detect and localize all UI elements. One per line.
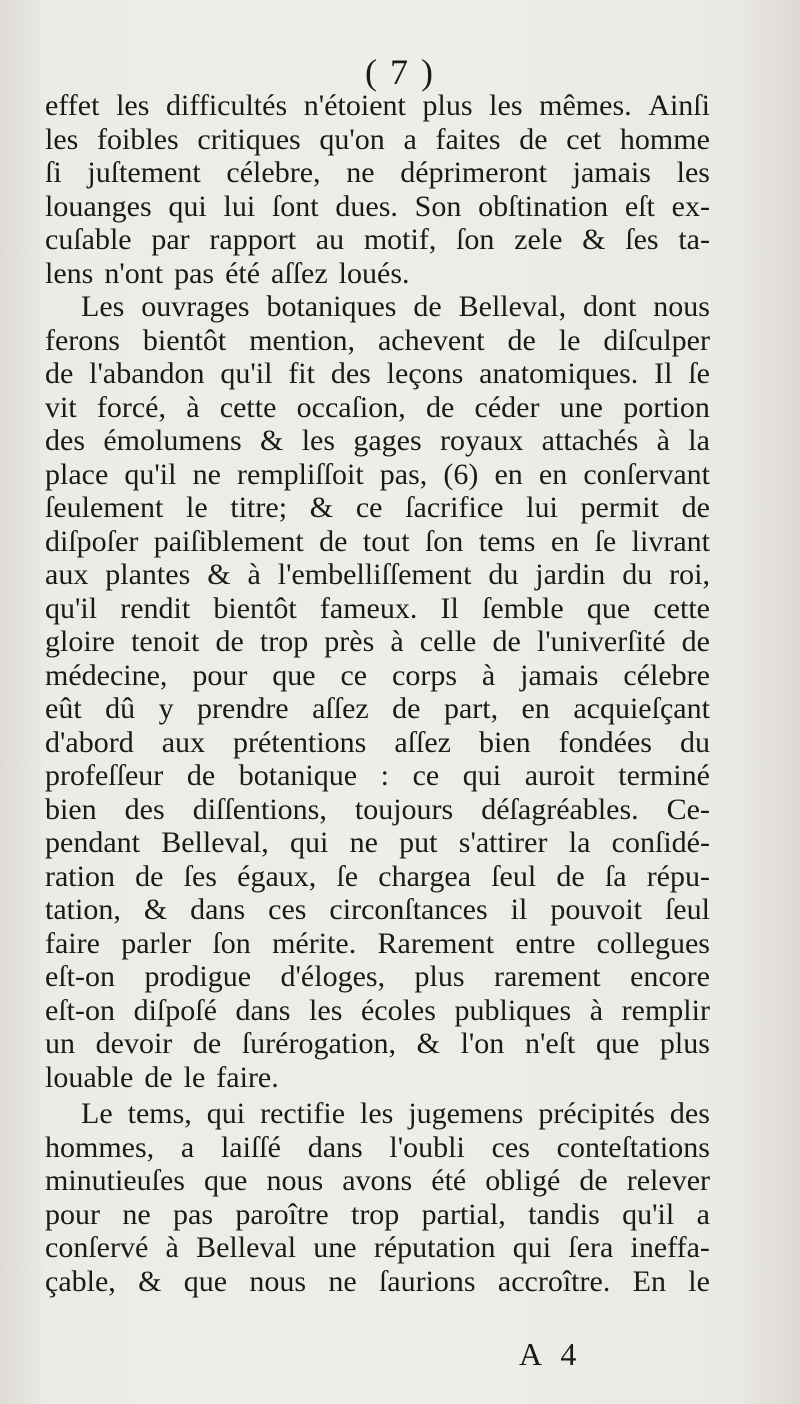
text-line: louable de le faire. xyxy=(45,1060,279,1094)
body-text xyxy=(45,89,710,1298)
text-line: tation, & dans ces circonſtances il pouvoit ſeul xyxy=(45,893,710,926)
text-line: un devoir de ſurérogation, & l'on n'eſt que plus xyxy=(45,1027,710,1060)
text-line: eſt-on prodigue d'éloges, plus rarement encore xyxy=(45,960,710,993)
text-line: médecine, pour que ce corps à jamais célebre xyxy=(45,658,710,692)
paragraph xyxy=(45,89,710,290)
text-line: ſi juſtement célebre, ne déprimeront jamais les xyxy=(45,156,710,189)
text-line: ration de ſes égaux, ſe chargea ſeul de ſa répu- xyxy=(45,859,710,893)
text-line: eſt-on diſpoſé dans les écoles publiques à remplir xyxy=(45,993,710,1027)
text-line: conſervé à Belleval une réputation qui ſera ineffa- xyxy=(45,1231,710,1264)
text-line: les foibles critiques qu'on a faites de cet homme xyxy=(45,122,710,156)
text-line: profeſſeur de botanique : ce qui auroit terminé xyxy=(45,759,710,792)
text-line: des émolumens & les gages royaux attachés à la xyxy=(45,424,710,457)
text-line: place qu'il ne rempliſſoit pas, (6) en en conſervant xyxy=(45,457,710,491)
text-line: aux plantes & à l'embelliſſement du jardin du roi, xyxy=(45,558,710,591)
text-line: çable, & que nous ne ſaurions accroître. En le xyxy=(45,1264,710,1298)
text-line: d'abord aux prétentions aſſez bien fondées du xyxy=(45,725,710,759)
text-line: effet les difficultés n'étoient plus les mêmes. Ainſi xyxy=(45,89,710,122)
text-line: minutieuſes que nous avons été obligé de relever xyxy=(45,1164,710,1197)
text-line: qu'il rendit bientôt fameux. Il ſemble que cette xyxy=(45,591,710,625)
paragraph xyxy=(45,1097,710,1298)
text-line: Les ouvrages botaniques de Belleval, dont nous xyxy=(81,290,710,323)
text-line: bien des diſſentions, toujours déſagréables. Ce- xyxy=(45,792,710,826)
text-line: eût dû y prendre aſſez de part, en acquieſçant xyxy=(45,692,710,725)
text-line: cuſable par rapport au motif, ſon zele & ſes ta- xyxy=(45,223,710,256)
text-line: ferons bientôt mention, achevent de le diſculper xyxy=(45,323,710,357)
text-line: Le tems, qui rectifie les jugemens précipités des xyxy=(81,1097,710,1130)
text-line: de l'abandon qu'il fit des leçons anatomiques. Il ſe xyxy=(45,357,710,390)
paragraph xyxy=(45,290,710,1094)
text-line: pendant Belleval, qui ne put s'attirer la conſidé- xyxy=(45,826,710,859)
text-line: vit forcé, à cette occaſion, de céder une portion xyxy=(45,390,710,424)
text-line: louanges qui lui ſont dues. Son obſtination eſt ex- xyxy=(45,189,710,223)
text-line: ſeulement le titre; & ce ſacrifice lui permit de xyxy=(45,491,710,524)
text-line: gloire tenoit de trop près à celle de l'univerſité de xyxy=(45,625,710,658)
text-line: lens n'ont pas été aſſez loués. xyxy=(45,256,410,290)
text-line: diſpoſer paiſiblement de tout ſon tems en ſe livrant xyxy=(45,524,710,558)
text-line: faire parler ſon mérite. Rarement entre collegues xyxy=(45,926,710,960)
text-line: hommes, a laiſſé dans l'oubli ces conteſtations xyxy=(45,1130,710,1164)
signature-mark: A 4 xyxy=(519,1336,583,1372)
page-number: ( 7 ) xyxy=(365,52,435,92)
text-line: pour ne pas paroître trop partial, tandis qu'il a xyxy=(45,1197,710,1231)
